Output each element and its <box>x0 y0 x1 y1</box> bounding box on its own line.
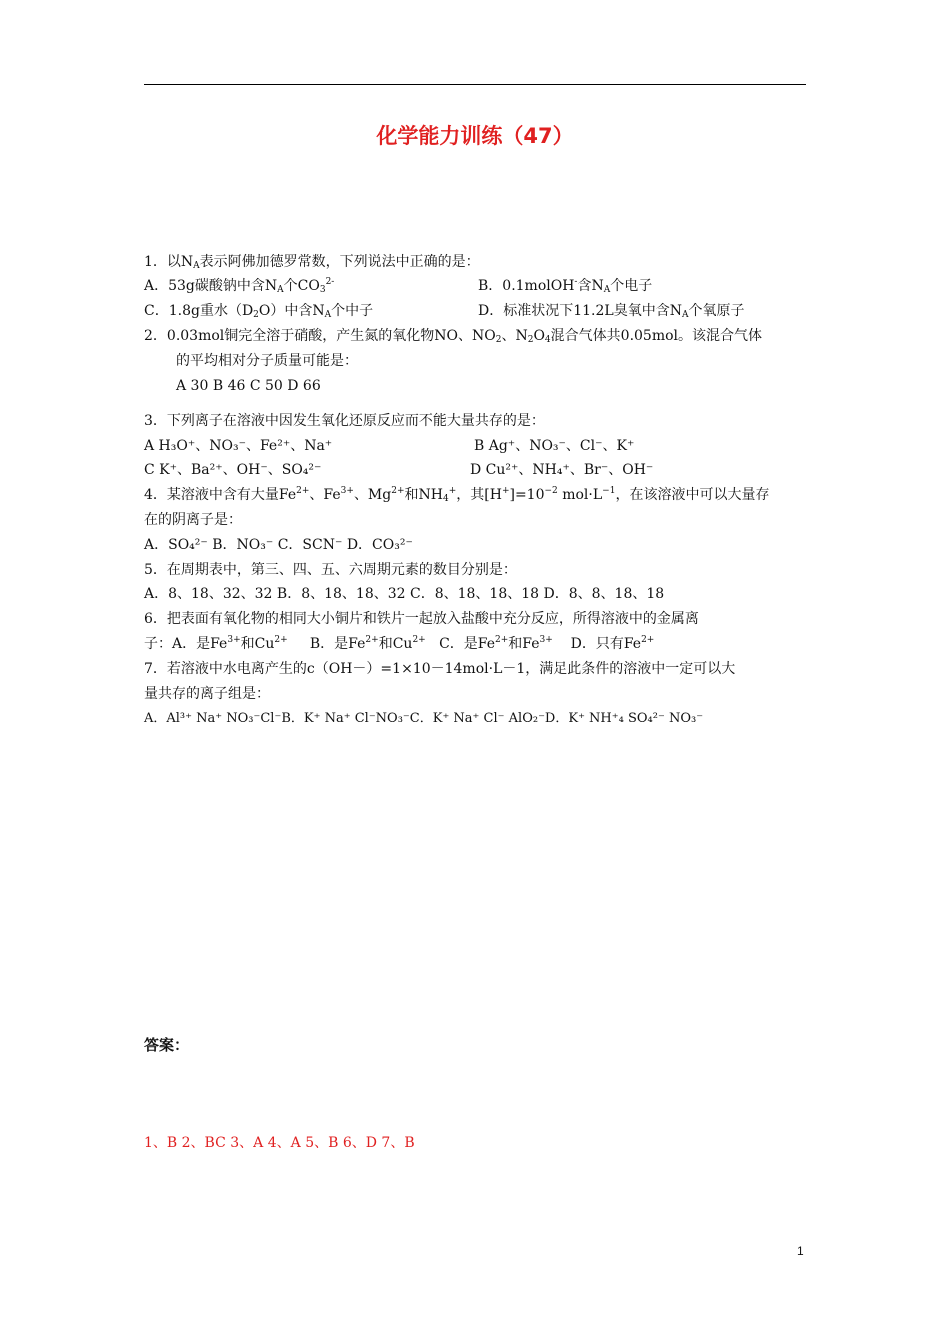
page-number: 1 <box>797 1244 804 1258</box>
q1-option-a: A．53g碳酸钠中含$N_A$个$CO_3^{2-}$ <box>144 277 335 295</box>
q2-options: A 30 B 46 C 50 D 66 <box>176 378 321 394</box>
q4-stem-line1: 4．某溶液中含有大量$Fe^{2+}$、$Fe^{3+}$、$Mg^{2+}$和$NH_4^+$，其$[H^+]=10^{-2}$ $mol\cdot L^{-1}$，在该溶液中可以大量存 <box>144 486 770 504</box>
q7-stem-line2: 量共存的离子组是： <box>144 686 270 702</box>
answer-label: 答案： <box>144 1036 190 1054</box>
q4-stem-line2: 在的阴离子是： <box>144 512 242 528</box>
q3-stem: 3．下列离子在溶液中因发生氧化还原反应而不能大量共存的是： <box>144 413 545 429</box>
q5-stem: 5．在周期表中，第三、四、五、六周期元素的数目分别是： <box>144 562 517 578</box>
q4-options: A．SO₄²⁻ B．NO₃⁻ C．SCN⁻ D．CO₃²⁻ <box>144 537 413 553</box>
q7-options: A．Al³⁺ Na⁺ NO₃⁻Cl⁻B．K⁺ Na⁺ Cl⁻NO₃⁻C．K⁺ Na⁺ Cl⁻ AlO₂⁻D．K⁺ NH⁺₄ SO₄²⁻ NO₃⁻ <box>144 711 704 726</box>
q3-options-ab <box>144 436 806 456</box>
q3-option-c: C K⁺、Ba²⁺、OH⁻、SO₄²⁻ <box>144 462 322 478</box>
answer-key: 1、B 2、BC 3、A 4、A 5、B 6、D 7、B <box>144 1135 415 1151</box>
q2-stem-line1: 2．0.03mol铜完全溶于硝酸，产生氮的氧化物NO、$NO_2$、$N_2O_4$混合气体共0.05mol。该混合气体 <box>144 328 763 345</box>
q7-stem-line1: 7．若溶液中水电离产生的c（OH－）=1×10－14mol·L－1，满足此条件的溶液中一定可以大 <box>144 661 736 677</box>
q3-option-a: A H₃O⁺、NO₃⁻、Fe²⁺、Na⁺ <box>144 438 333 454</box>
header-rule <box>144 84 806 85</box>
q5-options: A．8、18、32、32 B．8、18、18、32 C．8、18、18、18 D．8、8、18、18 <box>144 586 665 602</box>
q1-stem: 1．以$N_A$表示阿佛加德罗常数，下列说法中正确的是： <box>144 254 480 271</box>
q3-option-d: D Cu²⁺、NH₄⁺、Br⁻、OH⁻ <box>470 462 654 478</box>
q2-stem-line2: 的平均相对分子质量可能是： <box>176 353 358 369</box>
q1-option-d: D．标准状况下11.2L臭氧中含$N_A$个氧原子 <box>478 303 745 320</box>
q1-options-ab <box>144 276 806 296</box>
q6-stem-line1: 6．把表面有氧化物的相同大小铜片和铁片一起放入盐酸中充分反应，所得溶液中的金属离 <box>144 611 699 627</box>
page-title: 化学能力训练（47） <box>376 124 574 148</box>
q3-options-cd <box>144 460 806 480</box>
q1-options-cd <box>144 301 806 321</box>
q6-options: 子：A．是$Fe^{3+}$和$Cu^{2+}$ B．是$Fe^{2+}$和$Cu^{2+}$ C．是$Fe^{2+}$和$Fe^{3+}$ D．只有$Fe^{2+}$ <box>144 635 655 652</box>
q3-option-b: B Ag⁺、NO₃⁻、Cl⁻、K⁺ <box>474 438 635 454</box>
q1-option-c: C．1.8g重水$(D_2O)$中含$N_A$个中子 <box>144 303 374 320</box>
q1-option-b: B．0.1molOH-含$N_A$个电子 <box>478 277 653 295</box>
